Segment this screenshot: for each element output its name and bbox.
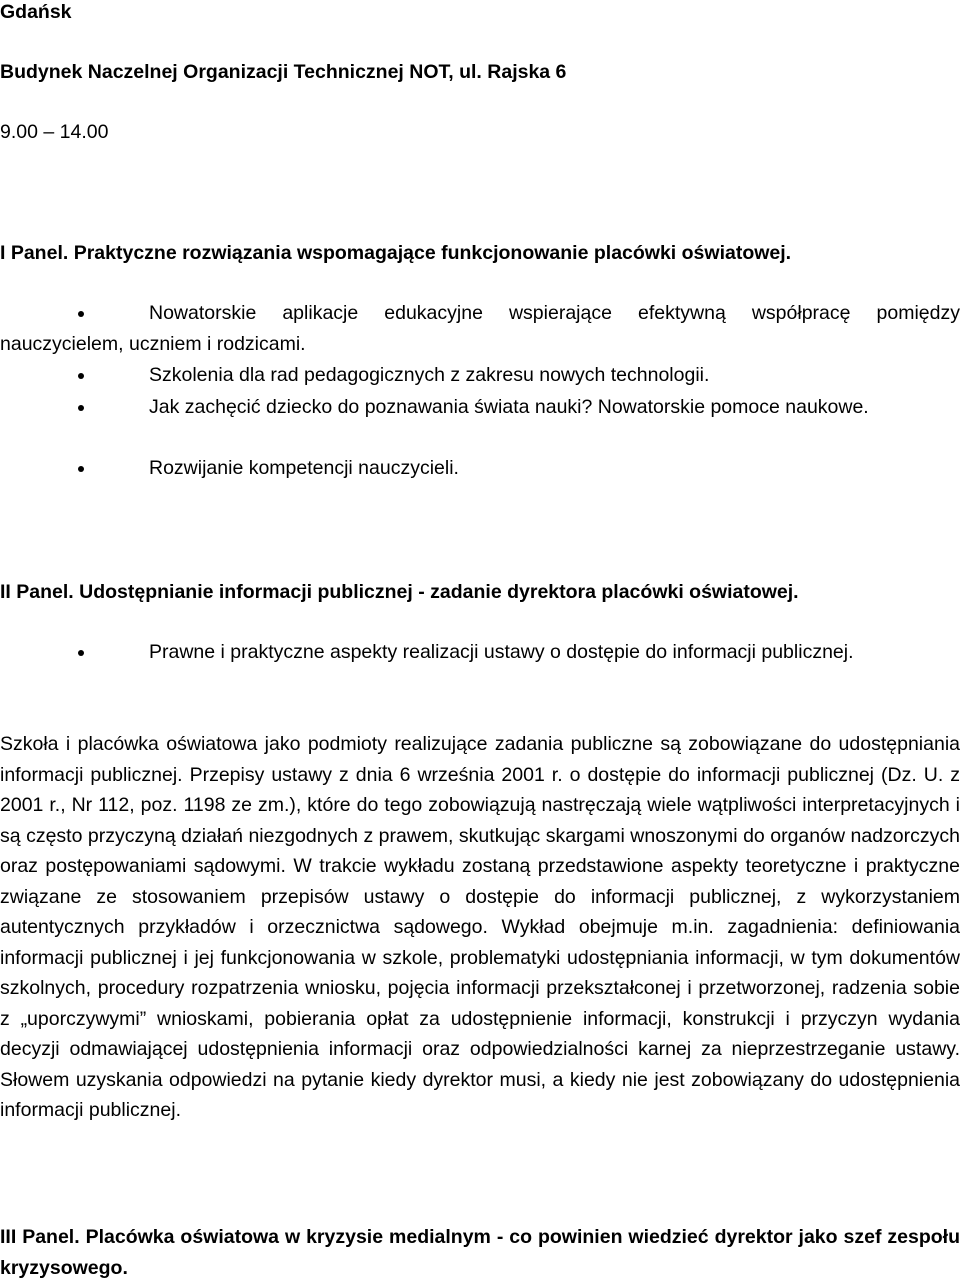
panel-1-item [78,453,960,484]
panel-1-item [0,392,960,423]
panel-1-title: I Panel. Praktyczne rozwiązania wspomagające funkcjonowanie placówki oświatowej. [0,242,792,264]
panel-1-item [78,360,960,391]
bullet-icon [78,650,84,656]
bullet-icon [78,405,84,411]
bullet-icon [78,466,84,472]
panel-2-item [0,637,960,668]
venue-line: Budynek Naczelnej Organizacji Technicznej NOT, ul. Rajska 6 [0,61,567,83]
bullet-icon [78,311,84,317]
panel-2-item-text: Prawne i praktyczne aspekty realizacji ustawy o dostępie do informacji publicznej. [149,641,854,663]
panel-1-item-text: Szkolenia dla rad pedagogicznych z zakresu nowych technologii. [149,364,710,386]
panel-3-title: III Panel. Placówka oświatowa w kryzysie medialnym - co powinien wiedzieć dyrektor jako szef zespołu kryzysowego. [0,1226,960,1279]
panel-1-item-text: Rozwijanie kompetencji nauczycieli. [149,457,459,479]
panel-1-item [0,298,960,359]
panel-1-item-text: Jak zachęcić dziecko do poznawania świata nauki? Nowatorskie pomoce naukowe. [149,396,869,418]
panel-1-item-text: Nowatorskie aplikacje edukacyjne wspierające efektywną współpracę pomiędzy nauczycielem, uczniem i rodzicami. [0,302,960,355]
panel-2-description: Szkoła i placówka oświatowa jako podmioty realizujące zadania publiczne są zobowiązane do udostępniania informacji publicznej. Przepisy ustawy z dnia 6 września 2001 r. o dostępie do informacji publicznej (Dz. U. z 2001 r., Nr 112, poz. 1198 ze zm.), które do tego zobowiązują nastręczają wiele wątpliwości interpretacyjnych i są często przyczyną działań niezgodnych z prawem, skutkując skargami wnoszonymi do organów nadzorczych oraz postępowaniami sądowymi. W trakcie wykładu zostaną przedstawione aspekty teoretyczne i praktyczne związane ze stosowaniem przepisów ustawy o dostępie do informacji publicznej, z wykorzystaniem autentycznych przykładów i orzecznictwa sądowego. Wykład obejmuje m.in. zagadnienia: definiowania informacji publicznej i jej funkcjonowania w szkole, problematyki udostępniania informacji, w tym dokumentów szkolnych, procedury rozpatrzenia wniosku, pojęcia informacji przekształconej i przetworzonej, radzenia sobie z „uporczywymi” wnioskami, pobierania opłat za udostępnienie informacji, konstrukcji i przyczyn wydania decyzji odmawiającej udostępnienia informacji oraz odpowiedzialności karnej za nieprzestrzeganie ustawy. Słowem uzyskania odpowiedzi na pytanie kiedy dyrektor musi, a kiedy nie jest zobowiązany do udostępnienia informacji publicznej. [0,733,960,1121]
time-line: 9.00 – 14.00 [0,121,109,143]
city-heading: Gdańsk [0,1,72,23]
bullet-icon [78,373,84,379]
panel-2-title: II Panel. Udostępnianie informacji publicznej - zadanie dyrektora placówki oświatowej. [0,581,799,603]
